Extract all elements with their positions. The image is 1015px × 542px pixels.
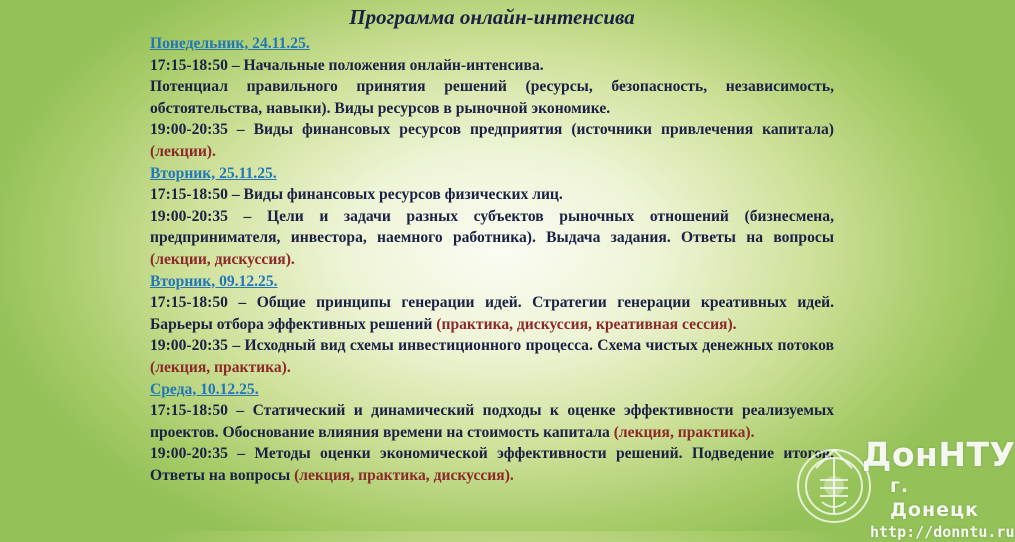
day-monday-24 bbox=[150, 33, 834, 163]
schedule-item: 17:15-18:50 – Статический и динамический подходы к оценке эффективности реализуемых проектов. Обоснование влияния времени на стоимость капитала (лекция, практика). bbox=[150, 402, 834, 441]
logo-city: г. Донецк bbox=[890, 475, 979, 521]
schedule-item: 17:15-18:50 – Общие принципы генерации идей. Стратегии генерации креативных идей. Барьеры отбора эффективных решений (практика, дискуссия, креативная сессия). bbox=[150, 294, 834, 333]
logo-url: http://donntu.ru bbox=[870, 523, 1015, 541]
schedule-item: 19:00-20:35 – Исходный вид схемы инвестиционного процесса. Схема чистых денежных потоков (лекция, практика). bbox=[150, 337, 834, 376]
day-heading: Вторник, 09.12.25. bbox=[150, 272, 278, 290]
day-heading: Понедельник, 24.11.25. bbox=[150, 35, 310, 52]
logo-name: ДонНТУ bbox=[862, 435, 1015, 474]
schedule-item: Потенциал правильного принятия решений (ресурсы, безопасность, независимость, обстоятельства, навыки). Виды ресурсов в рыночной экономике. bbox=[150, 78, 834, 117]
schedule-item: 19:00-20:35 – Методы оценки экономической эффективности решений. Подведение итогов. Ответы на вопросы (лекция, практика, дискуссия). bbox=[150, 445, 834, 484]
schedule-item: 19:00-20:35 – Цели и задачи разных субъектов рыночных отношений (бизнесмена, предпринимателя, инвестора, наемного работника). Выдача задания. Ответы на вопросы (лекции, дискуссия). bbox=[150, 207, 834, 268]
donntu-logo bbox=[782, 428, 1015, 541]
schedule-item: 19:00-20:35 – Виды финансовых ресурсов предприятия (источники привлечения капитала) (лекции). bbox=[150, 121, 834, 160]
day-heading: Среда, 10.12.25. bbox=[150, 380, 259, 398]
day-tuesday-25 bbox=[150, 163, 834, 271]
page-title: Программа онлайн-интенсива bbox=[349, 5, 635, 29]
schedule-item: 17:15-18:50 – Виды финансовых ресурсов физических лиц. bbox=[150, 186, 563, 204]
schedule-item: 17:15-18:50 – Начальные положения онлайн-интенсива. bbox=[150, 56, 544, 74]
day-wednesday-10 bbox=[150, 379, 834, 487]
day-heading: Вторник, 25.11.25. bbox=[150, 164, 277, 182]
logo-text bbox=[862, 435, 1015, 542]
program-content bbox=[150, 4, 834, 486]
day-tuesday-09 bbox=[150, 271, 834, 379]
